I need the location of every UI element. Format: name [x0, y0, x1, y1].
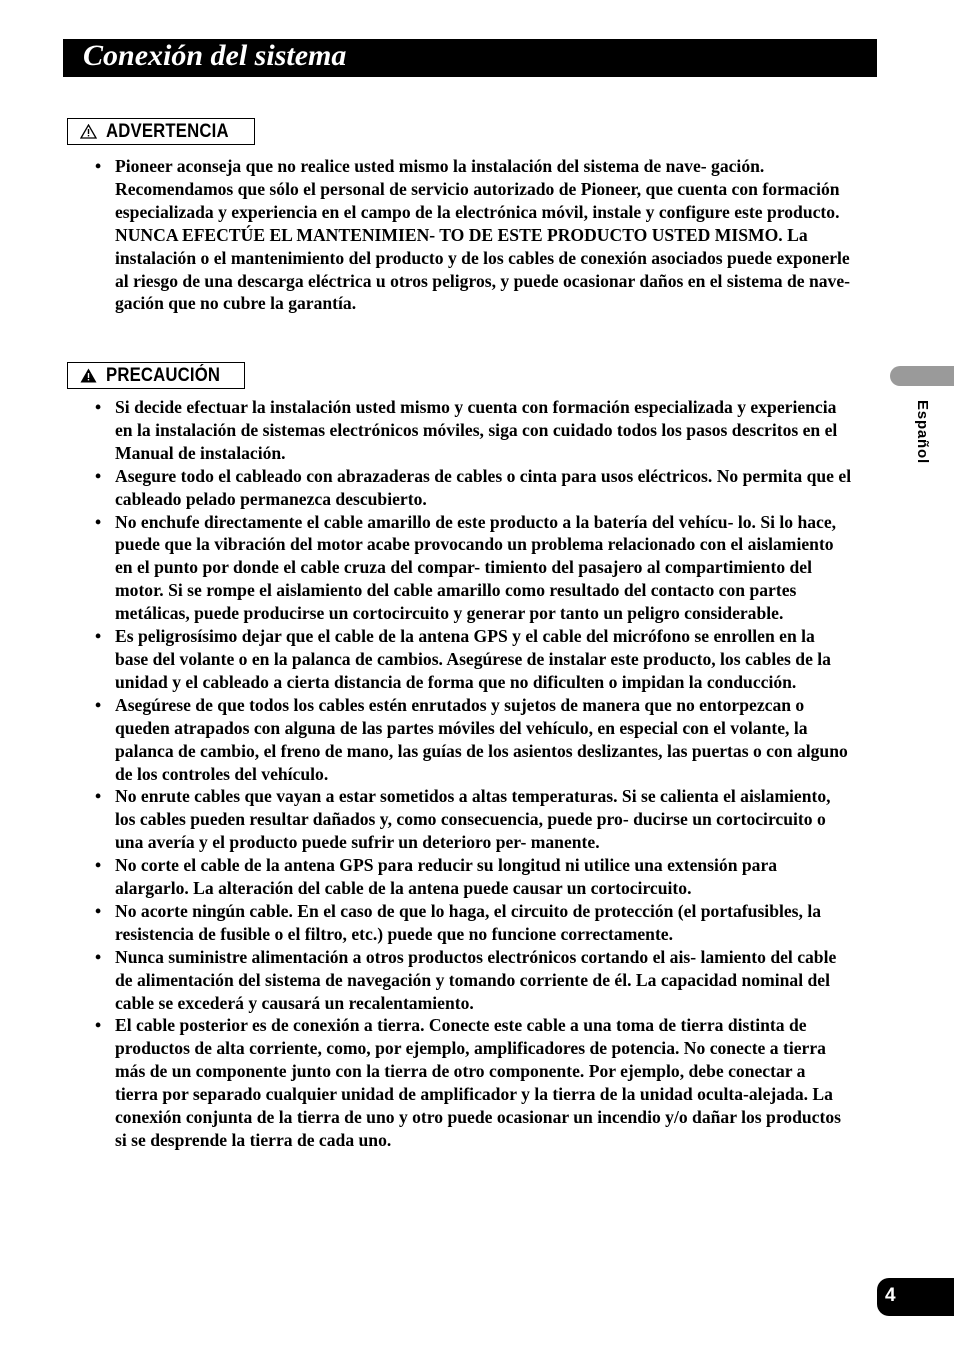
warning-label: ADVERTENCIA — [106, 120, 229, 142]
caution-list — [92, 396, 852, 1152]
bullet: • — [95, 156, 102, 176]
list-item-text: Es peligrosísimo dejar que el cable de la antena GPS y el cable del micrófono se enrollen en la base del volante o en la palanca de cambios. Asegúrese de instalar este producto, los cables de la unidad y el cableado a cierta distancia de forma que no dificulten o impidan la conducción. — [115, 626, 831, 692]
warning-notice-box — [67, 118, 255, 145]
list-item — [92, 396, 852, 465]
caution-label: PRECAUCIÓN — [106, 364, 221, 386]
list-item — [92, 511, 852, 626]
bullet: • — [95, 946, 102, 967]
page-number: 4 — [885, 1285, 896, 1306]
language-label: Español — [914, 400, 931, 464]
bullet: • — [95, 1015, 102, 1036]
page-title: Conexión del sistema — [83, 39, 347, 72]
warning-outline-icon — [80, 124, 97, 139]
list-item-text: No enrute cables que vayan a estar sometidos a altas temperaturas. Si se calienta el aislamiento, los cables pueden resultar dañados y, como consecuencia, puede pro- ducirse un cortocircuito o una avería y el producto puede sufrir un deterioro per- manente. — [115, 786, 831, 853]
list-item-text: El cable posterior es de conexión a tierra. Conecte este cable a una toma de tierra distinta de productos de alta corriente, como, por ejemplo, amplificadores de potencia. No conecte a tierra más de un componente junto con la tierra de otro componente. Por ejemplo, debe conectar a tierra por separado cualquier unidad de amplificador y la tierra de la unidad oculta-alejada. La conexión conjunta de la tierra de uno y otro puede ocasionar un incendio y/o dañar los productos si se desprende la tierra de cada uno. — [115, 1015, 841, 1150]
list-item-text: Nunca suministre alimentación a otros productos electrónicos cortando el ais- lamiento del cable de alimentación del sistema de navegación y tomando corriente de él. La capacidad nominal del cable se excederá y causará un recalentamiento. — [115, 946, 837, 1013]
list-item — [92, 465, 852, 511]
list-item-text: Pioneer aconseja que no realice usted mismo la instalación del sistema de nave- gación. Recomendamos que sólo el personal de servicio autorizado de Pioneer, que cuenta con formación especializada y experiencia en el campo de la electrónica móvil, instale y configure este producto. NUNCA EFECTÚE EL MANTENIMIEN- TO DE ESTE PRODUCTO USTED MISMO. La instalación o el mantenimiento del producto y de los cables de conexión asociados puede exponerle al riesgo de una descarga eléctrica u otros peligros, y puede ocasionar daños en el sistema de nave- gación que no cubre la garantía. — [115, 156, 850, 314]
page-number-badge — [877, 1278, 954, 1316]
warning-filled-icon — [80, 368, 97, 383]
list-item-text: Asegúrese de que todos los cables estén enrutados y sujetos de manera que no entorpezcan o queden atrapados con alguna de las partes móviles del vehículo, en especial con el volante, la palanca de cambio, el freno de mano, las guías de los asientos deslizantes, las puertas o con alguno de los controles del vehículo. — [115, 694, 848, 784]
list-item — [92, 854, 852, 900]
bullet: • — [95, 786, 102, 807]
list-item — [92, 625, 852, 694]
warning-list — [92, 155, 852, 315]
section-title-bar — [63, 39, 877, 77]
list-item — [92, 155, 852, 315]
list-item-text: No corte el cable de la antena GPS para reducir su longitud ni utilice una extensión para alargarlo. La alteración del cable de la antena puede causar un cortocircuito. — [115, 855, 778, 899]
list-item — [92, 694, 852, 786]
list-item-text: Si decide efectuar la instalación usted mismo y cuenta con formación especializada y experiencia en la instalación de sistemas electrónicos móviles, siga con cuidado todos los pasos descritos en el Manual de instalación. — [115, 397, 838, 463]
list-item — [92, 946, 852, 1015]
bullet: • — [95, 511, 102, 532]
list-item-text: No enchufe directamente el cable amarillo de este producto a la batería del vehícu- lo. Si lo hace, puede que la vibración del motor acabe provocando un problema relacionado con el aislamiento en el punto por donde el cable cruza del compar- timiento del pasajero al compartimiento del motor. Si se rompe el aislamiento del cable amarillo como resultado del contacto con partes metálicas, puede producirse un cortocircuito y generar por tanto un peligro considerable. — [115, 511, 837, 624]
bullet: • — [95, 855, 102, 876]
bullet: • — [95, 626, 102, 647]
caution-notice-box — [67, 362, 245, 389]
list-item — [92, 1014, 852, 1151]
bullet: • — [95, 900, 102, 921]
bullet: • — [95, 465, 102, 486]
list-item-text: Asegure todo el cableado con abrazaderas de cables o cinta para usos eléctricos. No permita que el cableado pelado permanezca descubierto. — [115, 465, 852, 509]
list-item — [92, 900, 852, 946]
list-item — [92, 785, 852, 854]
list-item-text: No acorte ningún cable. En el caso de que lo haga, el circuito de protección (el portafusibles, la resistencia de fusible o el filtro, etc.) puede que no funcione correctamente. — [115, 900, 822, 944]
bullet: • — [95, 397, 102, 417]
language-tab-marker — [890, 366, 954, 386]
bullet: • — [95, 694, 102, 715]
